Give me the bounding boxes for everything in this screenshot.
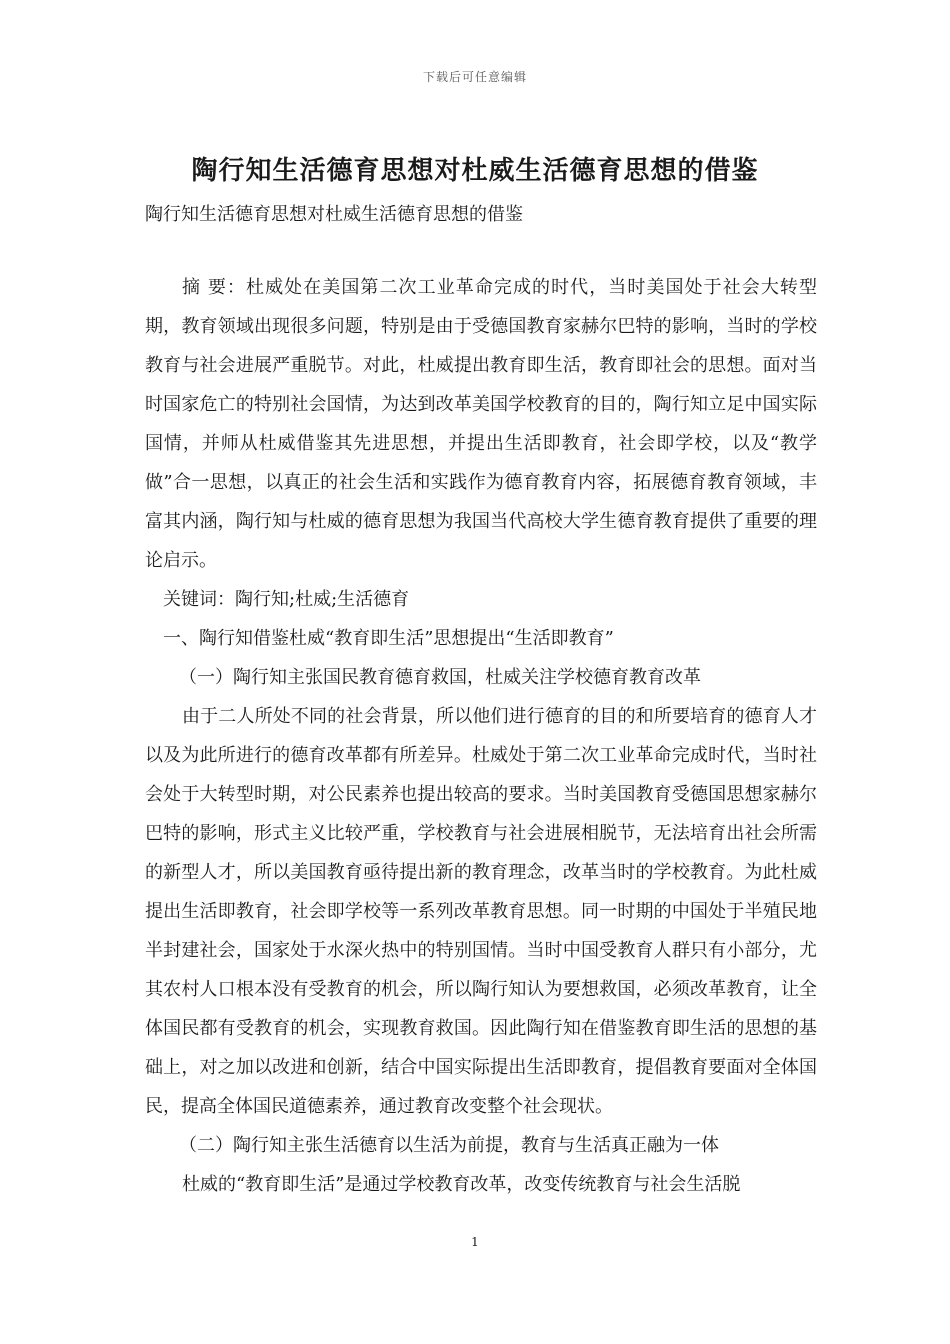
document-subtitle: 陶行知生活德育思想对杜威生活德育思想的借鉴: [145, 204, 523, 225]
body-text: [145, 268, 817, 1204]
header-note: 下载后可任意编辑: [422, 70, 527, 84]
section-heading: 一、陶行知借鉴杜威“教育即生活”思想提出“生活即教育”: [163, 628, 614, 649]
body-paragraph-2: 杜威的“教育即生活”是通过学校教育改革，改变传统教育与社会生活脱: [182, 1174, 741, 1195]
subsection-heading-2: （二）陶行知主张生活德育以生活为前提，教育与生活真正融为一体: [179, 1135, 719, 1156]
keywords-line: 关键词：陶行知;杜威;生活德育: [163, 589, 410, 610]
document-title: 陶行知生活德育思想对杜威生活德育思想的借鉴: [191, 156, 759, 186]
body-paragraph-1: 由于二人所处不同的社会背景，所以他们进行德育的目的和所要培育的德育人才以及为此所进行的德育改革都有所差异。杜威处于第二次工业革命完成时代，当时社会处于大转型时期，对公民素养也提出较高的要求。当时美国教育受德国思想家赫尔巴特的影响，形式主义比较严重，学校教育与社会进展相脱节，无法培育出社会所需的新型人才，所以美国教育亟待提出新的教育理念，改革当时的学校教育。为此杜威提出生活即教育，社会即学校等一系列改革教育思想。同一时期的中国处于半殖民地半封建社会，国家处于水深火热中的特别国情。当时中国受教育人群只有小部分，尤其农村人口根本没有受教育的机会，所以陶行知认为要想救国，必须改革教育，让全体国民都有受教育的机会，实现教育救国。因此陶行知在借鉴教育即生活的思想的基础上，对之加以改进和创新，结合中国实际提出生活即教育，提倡教育要面对全体国民，提高全体国民道德素养，通过教育改变整个社会现状。: [145, 706, 817, 1117]
abstract-paragraph: 摘 要：杜威处在美国第二次工业革命完成的时代，当时美国处于社会大转型期，教育领域出现很多问题，特别是由于受德国教育家赫尔巴特的影响，当时的学校教育与社会进展严重脱节。对此，杜威提出教育即生活，教育即社会的思想。面对当时国家危亡的特别社会国情，为达到改革美国学校教育的目的，陶行知立足中国实际国情，并师从杜威借鉴其先进思想，并提出生活即教育，社会即学校，以及“教学做”合一思想，以真正的社会生活和实践作为德育教育内容，拓展德育教育领域，丰富其内涵，陶行知与杜威的德育思想为我国当代高校大学生德育教育提供了重要的理论启示。: [145, 277, 817, 571]
page-number: 1: [471, 1235, 479, 1249]
subsection-heading-1: （一）陶行知主张国民教育德育救国，杜威关注学校德育教育改革: [179, 667, 701, 688]
